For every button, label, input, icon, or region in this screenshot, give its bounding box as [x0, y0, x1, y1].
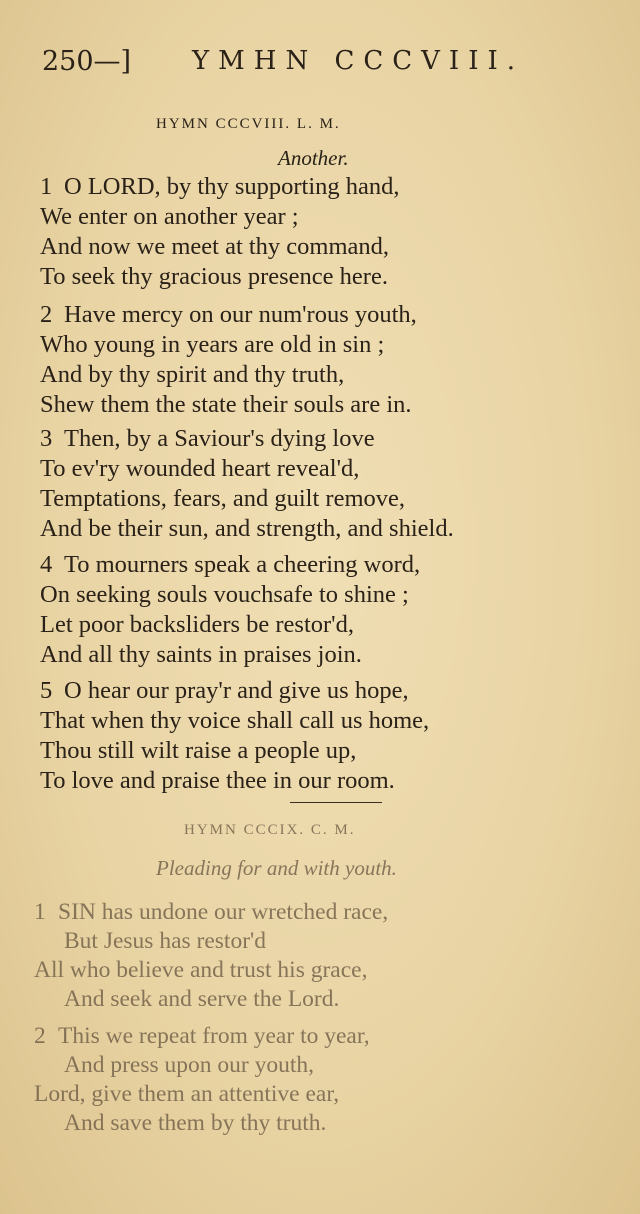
stanza-line: On seeking souls vouchsafe to shine ; — [40, 581, 409, 608]
stanza-line: And seek and serve the Lord. — [64, 986, 340, 1012]
stanza-line: And press upon our youth, — [64, 1052, 314, 1078]
hymn-subtitle: Another. — [278, 146, 349, 170]
stanza-line: That when thy voice shall call us home, — [40, 707, 430, 734]
stanza-line: And now we meet at thy command, — [40, 233, 390, 260]
stanza-number: 1 — [40, 173, 53, 200]
stanza-line: But Jesus has restor'd — [64, 928, 267, 954]
stanza-line: To seek thy gracious presence here. — [40, 263, 388, 290]
stanza-line: And be their sun, and strength, and shield. — [40, 515, 454, 542]
stanza-number: 5 — [40, 677, 53, 704]
stanza-line: Lord, give them an attentive ear, — [34, 1081, 340, 1107]
stanza-line: 4 To mourners speak a cheering word, — [40, 551, 421, 578]
page-number: 250—] — [42, 46, 132, 77]
hymn-heading: HYMN CCCVIII. L. M. — [156, 116, 341, 132]
stanza-line: To love and praise thee in our room. — [40, 767, 395, 794]
stanza-1 — [40, 172, 400, 292]
stanza-line: Shew them the state their souls are in. — [40, 391, 412, 418]
stanza-line: And save them by thy truth. — [64, 1110, 327, 1136]
stanza-number: 1 — [34, 899, 46, 925]
stanza-2 — [40, 300, 417, 420]
stanza-line: Temptations, fears, and guilt remove, — [40, 485, 405, 512]
stanza-line: 1 O LORD, by thy supporting hand, — [40, 173, 400, 200]
stanza-line: Thou still wilt raise a people up, — [40, 737, 357, 764]
stanza-1 — [34, 898, 388, 1014]
stanza-number: 3 — [40, 425, 53, 452]
stanza-line: 2 Have mercy on our num'rous youth, — [40, 301, 417, 328]
hymn-heading: HYMN CCCIX. C. M. — [184, 822, 356, 838]
stanza-number: 2 — [34, 1023, 46, 1049]
stanza-line: 3 Then, by a Saviour's dying love — [40, 425, 375, 452]
stanza-line: All who believe and trust his grace, — [34, 957, 368, 983]
stanza-line: Let poor backsliders be restor'd, — [40, 611, 354, 638]
hymn-subtitle: Pleading for and with youth. — [156, 856, 397, 880]
stanza-number: 4 — [40, 551, 53, 578]
stanza-line: To ev'ry wounded heart reveal'd, — [40, 455, 360, 482]
stanza-3 — [40, 424, 454, 544]
stanza-number: 2 — [40, 301, 53, 328]
stanza-5 — [40, 676, 429, 796]
running-title: YMHN CCCVIII. — [192, 46, 525, 76]
stanza-2 — [34, 1022, 370, 1138]
stanza-line: And by thy spirit and thy truth, — [40, 361, 345, 388]
stanza-line: 1 SIN has undone our wretched race, — [34, 899, 389, 925]
stanza-line: 2 This we repeat from year to year, — [34, 1023, 370, 1049]
stanza-line: We enter on another year ; — [40, 203, 299, 230]
section-divider — [290, 802, 382, 803]
stanza-line: And all thy saints in praises join. — [40, 641, 362, 668]
stanza-line: 5 O hear our pray'r and give us hope, — [40, 677, 409, 704]
running-head — [42, 46, 600, 80]
stanza-4 — [40, 550, 420, 670]
stanza-line: Who young in years are old in sin ; — [40, 331, 385, 358]
